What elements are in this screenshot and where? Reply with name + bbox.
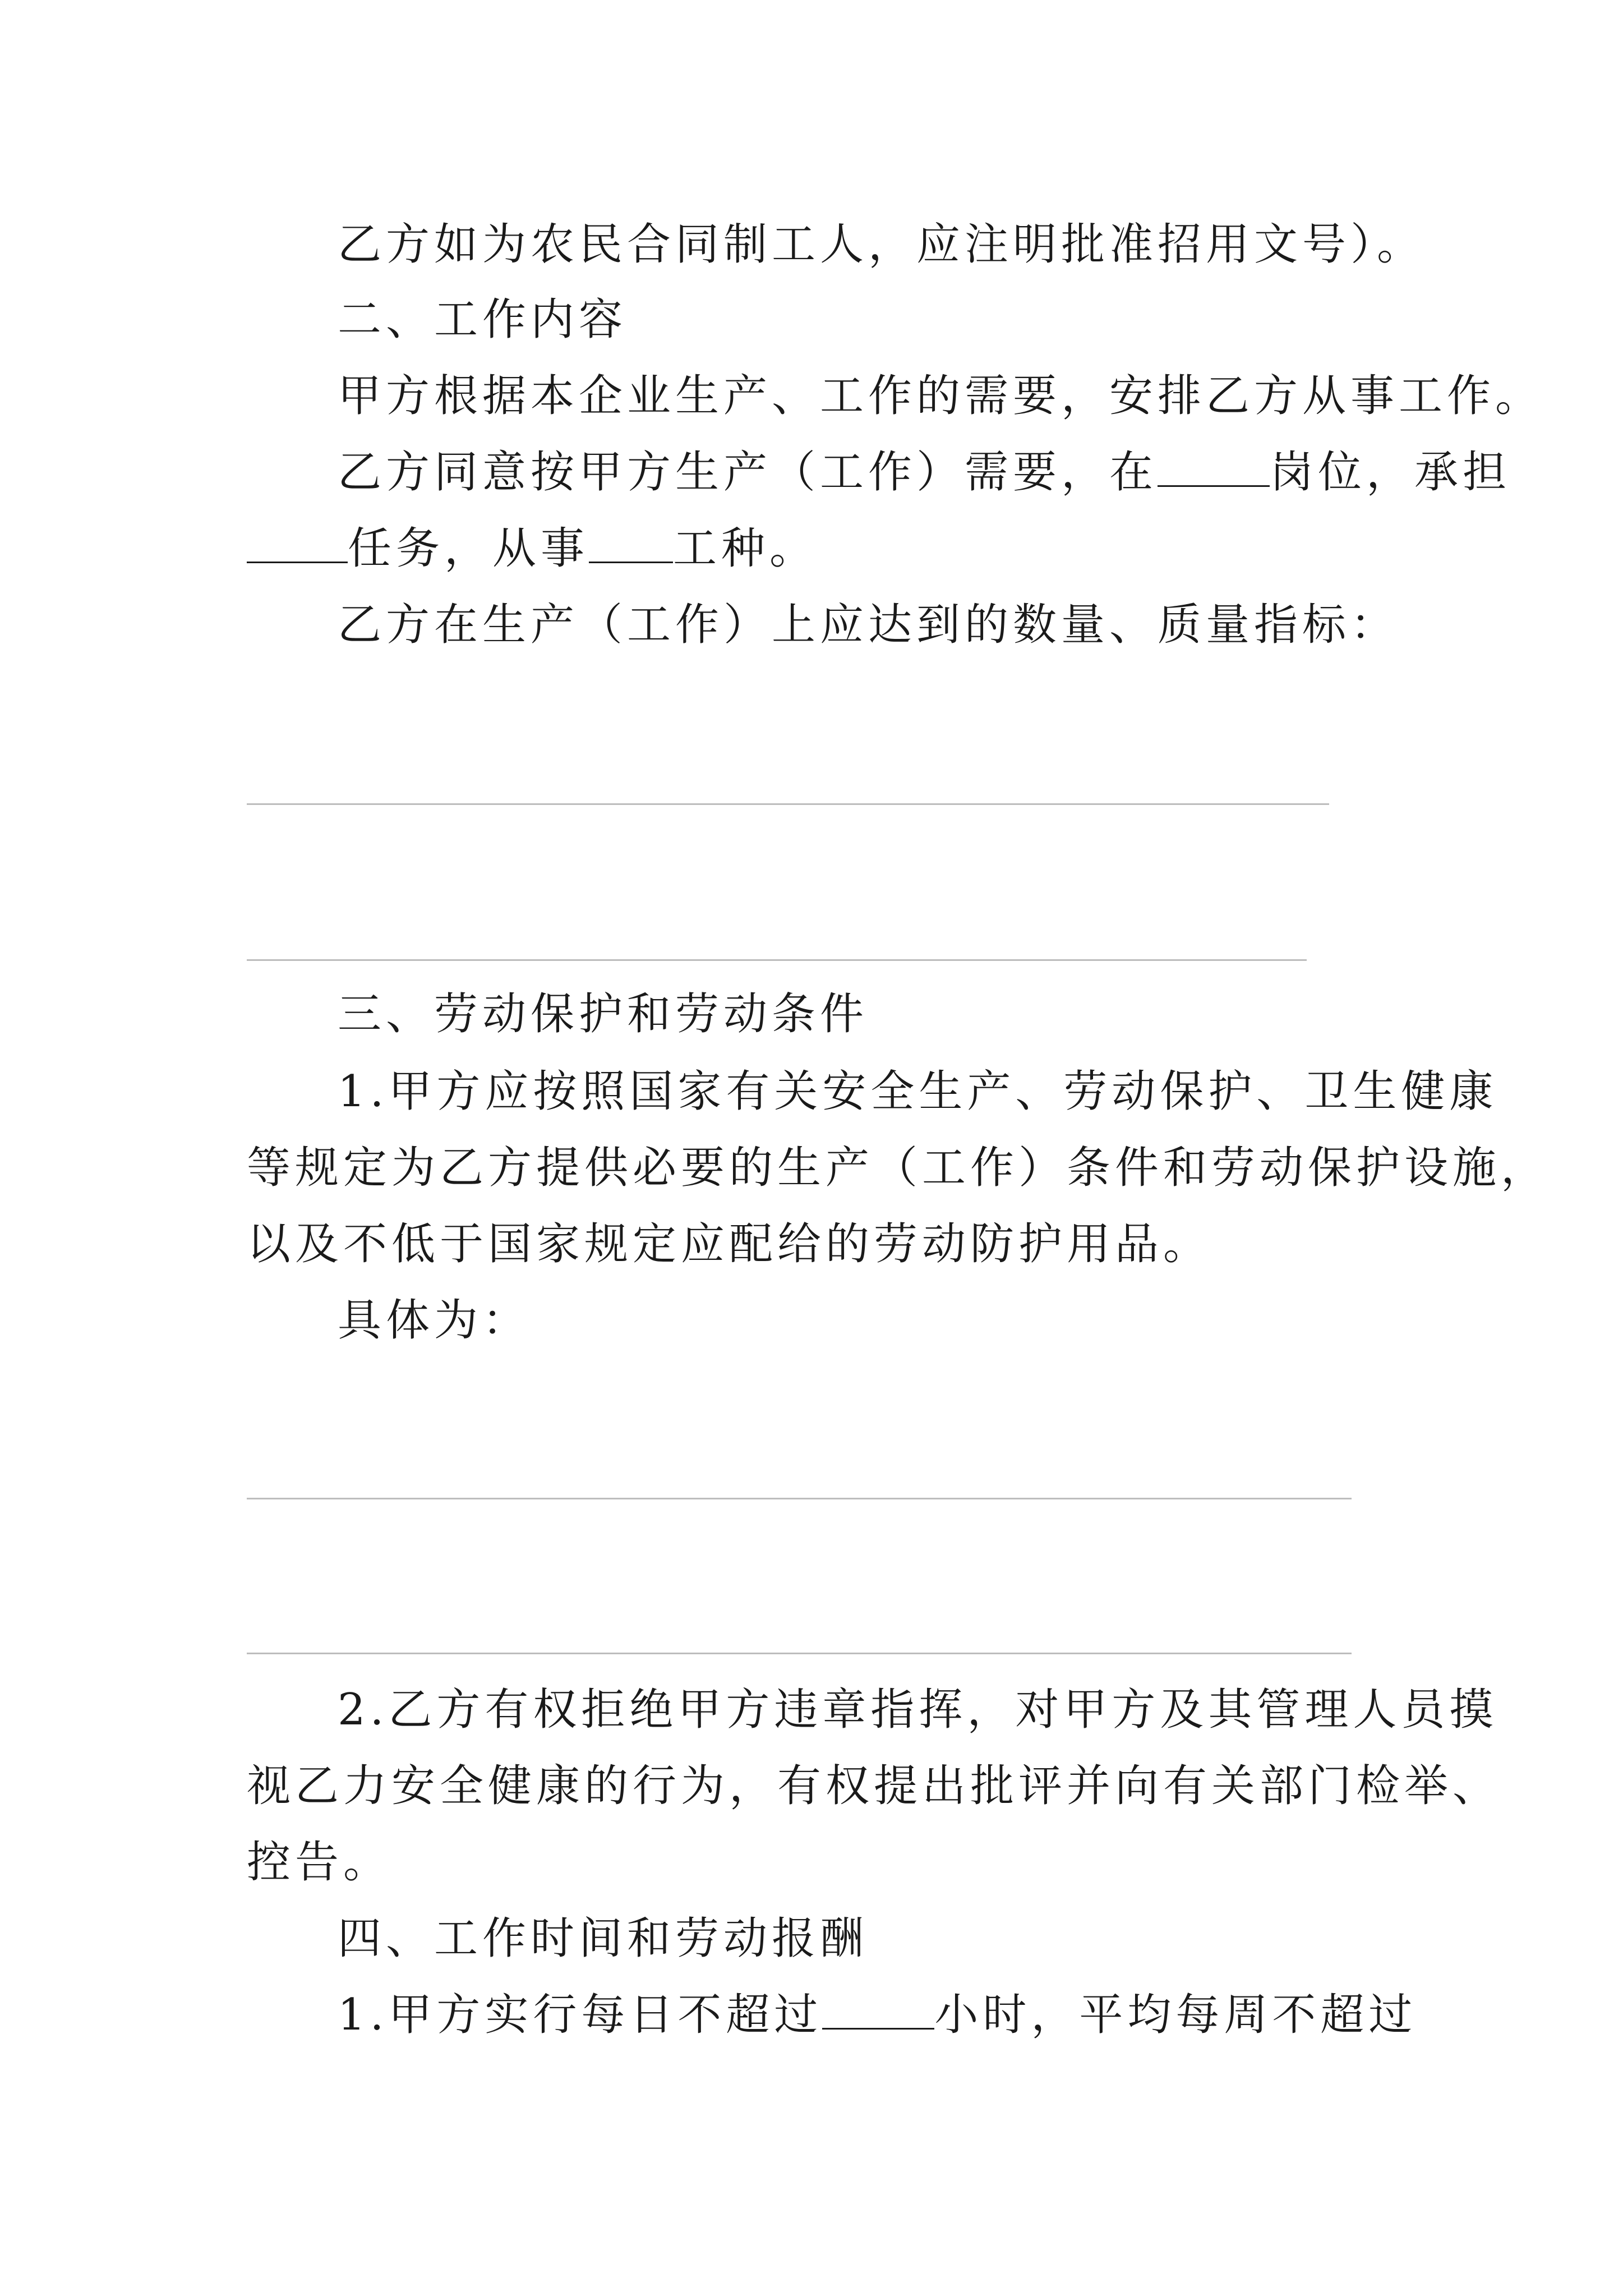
paragraph-line <box>338 597 1399 653</box>
paragraph-text: 控告。 <box>247 1837 392 1888</box>
paragraph-line <box>338 444 1511 500</box>
answer-line <box>247 1653 1352 1654</box>
paragraph-text: 乙方如为农民合同制工人，应注明批准招用文号）。 <box>338 219 1426 270</box>
paragraph-text: 任务，从事 <box>348 523 589 574</box>
paragraph-text: 等规定为乙方提供必要的生产（工作）条件和劳动保护设施， <box>247 1143 1550 1193</box>
answer-line <box>247 803 1329 805</box>
fill-in-blank <box>822 1989 934 2030</box>
paragraph-text: 2.乙方有权拒绝甲方违章指挥，对甲方及其管理人员摸 <box>338 1685 1498 1735</box>
paragraph-text: 乙方在生产（工作）上应达到的数量、质量指标： <box>338 600 1399 650</box>
fill-in-blank <box>1158 446 1270 487</box>
section-heading-text: 二、工作内容 <box>338 295 628 345</box>
section-heading <box>338 292 627 348</box>
paragraph-line <box>338 217 1425 273</box>
section-heading <box>338 986 868 1042</box>
paragraph-text: 具体为： <box>338 1295 531 1346</box>
paragraph-text: 小时，平均每周不超过 <box>934 1990 1417 2040</box>
section-heading-text: 三、劳动保护和劳动条件 <box>338 989 869 1039</box>
paragraph-line <box>338 1682 1497 1738</box>
paragraph-line <box>338 1987 1417 2043</box>
paragraph-line <box>247 521 818 577</box>
fill-in-blank <box>247 522 348 563</box>
paragraph-line <box>247 1140 1549 1196</box>
paragraph-text: 视乙力安全健康的行为，有权提出批评并向有关部门检举、 <box>247 1761 1501 1811</box>
answer-line <box>247 1498 1352 1499</box>
paragraph-line <box>338 1292 531 1349</box>
section-heading-text: 四、工作时间和劳动报酬 <box>338 1913 869 1964</box>
paragraph-line <box>247 1834 391 1890</box>
paragraph-text: 乙方同意按甲方生产（工作）需要，在 <box>338 447 1158 498</box>
paragraph-text: 工种。 <box>673 523 818 574</box>
paragraph-text: 岗位，承担 <box>1270 447 1511 498</box>
fill-in-blank <box>589 522 673 563</box>
section-heading <box>338 1911 868 1967</box>
answer-line <box>247 959 1307 961</box>
paragraph-line <box>247 1758 1501 1814</box>
paragraph-line <box>338 368 1543 424</box>
paragraph-text: 以及不低于国家规定应配给的劳动防护用品。 <box>247 1219 1212 1269</box>
paragraph-text: 甲方根据本企业生产、工作的需要，安排乙方从事工作。 <box>338 371 1544 421</box>
paragraph-text: 1.甲方实行每日不超过 <box>338 1990 823 2040</box>
paragraph-line <box>338 1064 1497 1120</box>
paragraph-text: 1.甲方应按照国家有关安全生产、劳动保护、卫生健康 <box>338 1066 1498 1117</box>
paragraph-line <box>247 1216 1211 1272</box>
